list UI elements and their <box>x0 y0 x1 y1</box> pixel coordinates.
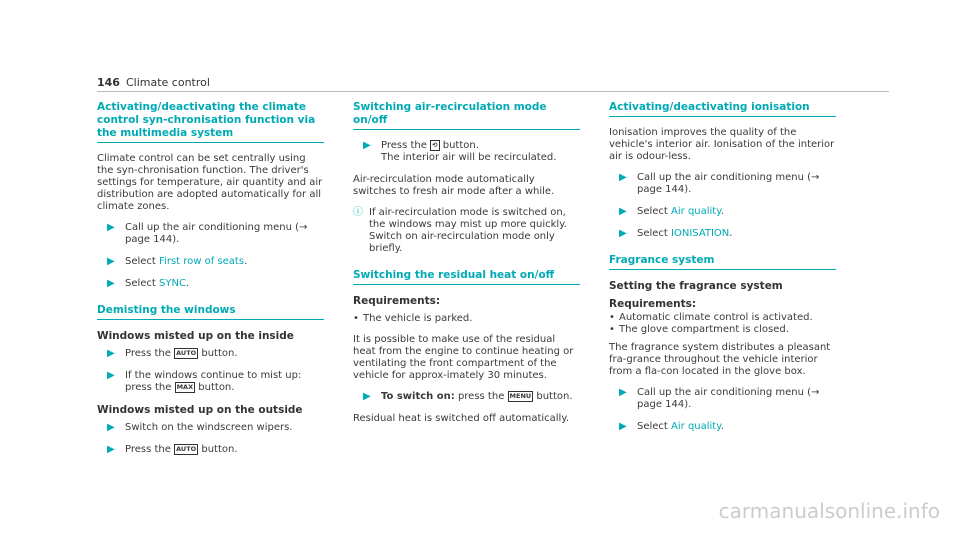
arrow-icon: ▶ <box>619 228 627 239</box>
outside-step-2 <box>97 444 324 456</box>
step-bold: To switch on: <box>381 391 455 402</box>
fragrance-subtitle: Setting the fragrance system <box>609 280 783 292</box>
page-number: 146 <box>97 76 120 89</box>
recirc-para: Air-recirculation mode automatically switches to fresh air mode after a while. <box>353 174 555 197</box>
recirc-note <box>353 207 580 255</box>
column-2 <box>353 101 580 434</box>
step-text: button. <box>439 140 479 151</box>
step-result: The interior air will be recirculated. <box>381 152 557 163</box>
step-text: Call up the air conditioning menu (→ page 144). <box>637 387 820 410</box>
step-text: button. <box>195 382 235 393</box>
sync-step-1 <box>97 222 324 246</box>
arrow-icon: ▶ <box>619 206 627 217</box>
step-text: button. <box>533 391 573 402</box>
arrow-icon: ▶ <box>107 370 115 381</box>
step-text: Select <box>637 421 672 432</box>
step-text: If the windows continue to mist up: press the <box>125 370 302 393</box>
arrow-icon: ▶ <box>363 391 371 402</box>
column-3 <box>609 101 836 443</box>
frag-step-1 <box>609 387 836 411</box>
fragrance-para: The fragrance system distributes a pleasant fra-grance throughout the vehicle interior from a fla-con located in the glove box. <box>609 342 831 377</box>
inside-title: Windows misted up on the inside <box>97 330 294 342</box>
recirc-heading: Switching air-recirculation mode on/off <box>353 101 580 130</box>
step-text: Press the <box>381 140 431 151</box>
note-text: If air-recirculation mode is switched on, the windows may mist up more quickly. Switch on air-recirculation mode only briefly. <box>369 207 567 254</box>
arrow-icon: ▶ <box>107 348 115 359</box>
ion-step-3: ▶ Select IONISATION. <box>619 228 733 239</box>
step-text: Select <box>125 278 160 289</box>
step-text: Press the <box>125 444 175 455</box>
sync-step-3: ▶ Select SYNC. <box>107 278 190 289</box>
fragrance-req-2: • The glove compartment is closed. <box>609 324 836 336</box>
arrow-icon: ▶ <box>619 172 627 183</box>
arrow-icon: ▶ <box>107 422 115 433</box>
auto-button-icon: AUTO <box>176 349 197 357</box>
step-text: press the <box>454 391 508 402</box>
inside-step-2 <box>97 370 324 394</box>
residual-heading: Switching the residual heat on/off <box>353 269 580 285</box>
residual-step <box>353 391 580 403</box>
ionisation-heading: Activating/deactivating ionisation <box>609 101 836 117</box>
residual-para-2: Residual heat is switched off automatically. <box>353 413 570 424</box>
arrow-icon: ▶ <box>107 256 115 267</box>
arrow-icon: ▶ <box>107 222 115 233</box>
ionisation-intro: Ionisation improves the quality of the vehicle's interior air. Ionisation of the interior air is odour-less. <box>609 127 835 162</box>
residual-req-1: • The vehicle is parked. <box>353 313 580 325</box>
arrow-icon: ▶ <box>107 278 115 289</box>
recirc-step-1 <box>353 140 580 164</box>
info-icon: ⓘ <box>353 207 363 218</box>
header-rule <box>97 91 889 92</box>
menu-link-air-quality-2[interactable]: Air quality <box>671 421 721 432</box>
menu-button-icon: MENU <box>509 392 532 400</box>
fragrance-req-1: • Automatic climate control is activated. <box>609 312 836 324</box>
step-text: Select <box>637 228 672 239</box>
ion-step-2: ▶ Select Air quality. <box>619 206 724 217</box>
step-text: Switch on the windscreen wipers. <box>125 422 293 433</box>
watermark: carmanualsonline.info <box>718 499 940 523</box>
fragrance-req-title: Requirements: <box>609 298 697 310</box>
sync-heading: Activating/deactivating the climate control syn-chronisation function via the multimedia system <box>97 101 324 143</box>
arrow-icon: ▶ <box>619 387 627 398</box>
step-text: button. <box>198 444 238 455</box>
arrow-icon: ▶ <box>619 421 627 432</box>
section-title: Climate control <box>125 76 210 89</box>
fragrance-heading: Fragrance system <box>609 254 836 270</box>
step-text: Press the <box>125 348 175 359</box>
arrow-icon: ▶ <box>107 444 115 455</box>
step-text: Select <box>637 206 672 217</box>
step-text: button. <box>198 348 238 359</box>
page-header <box>97 76 210 89</box>
menu-link-air-quality[interactable]: Air quality <box>671 206 721 217</box>
sync-intro: Climate control can be set centrally using the syn-chronisation function. The driver's settings for temperature, air quantity and air distribution are adopted automatically for all climate zones. <box>97 153 323 212</box>
step-text: Select <box>125 256 160 267</box>
frag-step-2: ▶ Select Air quality. <box>619 421 724 432</box>
outside-title: Windows misted up on the outside <box>97 404 303 416</box>
residual-req-title: Requirements: <box>353 295 441 307</box>
inside-step-1 <box>97 348 324 360</box>
menu-link-sync[interactable]: SYNC <box>159 278 186 289</box>
recirculation-icon: ⟲ <box>432 141 438 149</box>
menu-link-first-row[interactable]: First row of seats <box>159 256 245 267</box>
step-text: Call up the air conditioning menu (→ page 144). <box>637 172 820 195</box>
arrow-icon: ▶ <box>363 140 371 151</box>
residual-para: It is possible to make use of the residual heat from the engine to continue heating or ventilating the front compartment of the vehicle for approx-imately 30 minutes. <box>353 334 574 381</box>
menu-link-ionisation[interactable]: IONISATION <box>671 228 730 239</box>
column-1 <box>97 101 324 466</box>
demist-heading: Demisting the windows <box>97 304 324 320</box>
sync-step-2: ▶ Select First row of seats. <box>107 256 248 267</box>
ion-step-1 <box>609 172 836 196</box>
defrost-max-icon: MAX <box>176 383 194 391</box>
step-text: Call up the air conditioning menu (→ page 144). <box>125 222 308 245</box>
outside-step-1 <box>97 422 324 434</box>
auto-button-icon: AUTO <box>176 445 197 453</box>
